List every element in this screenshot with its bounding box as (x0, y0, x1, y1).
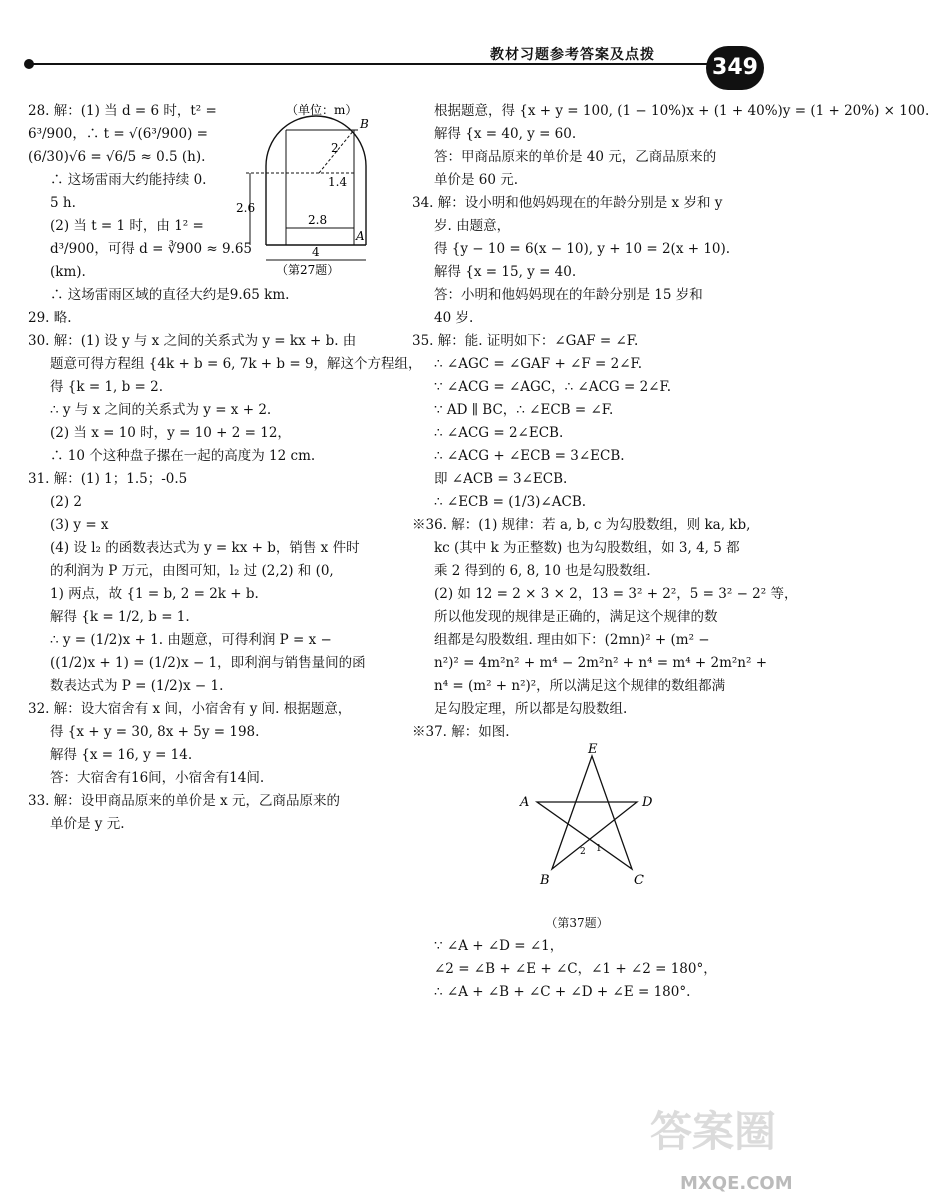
text-line: d³/900，可得 d = ∛900 ≈ 9.65 (50, 241, 253, 257)
right-column (412, 100, 929, 1004)
fig27-label-2-6: 2.6 (236, 201, 256, 215)
fig27-unit: （单位：m） (286, 103, 358, 117)
text-line: ※36. 解：(1) 规律：若 a, b, c 为勾股数组，则 ka, kb, (412, 517, 751, 533)
text-line: (2) 2 (50, 494, 83, 510)
text-line: 答：甲商品原来的单价是 40 元，乙商品原来的 (434, 149, 717, 165)
text-line: 解得 {x = 16, y = 14. (50, 747, 193, 763)
text-line: 5 h. (50, 195, 76, 211)
text-line: 得 {k = 1, b = 2. (50, 379, 164, 395)
text-line: 得 {x + y = 30, 8x + 5y = 198. (50, 724, 260, 740)
text-line: 根据题意，得 {x + y = 100, (1 − 10%)x + (1 + 40%)y = (1 + 20%) × 100. (434, 103, 929, 119)
text-line: (2) 如 12 = 2 × 3 × 2，13 = 3² + 2²，5 = 3² − 2² 等， (434, 586, 798, 602)
text-line: 得 {y − 10 = 6(x − 10), y + 10 = 2(x + 10). (434, 241, 731, 257)
text-line: ∴ ∠A + ∠B + ∠C + ∠D + ∠E = 180°. (434, 984, 691, 1000)
text-line: (2) 当 t = 1 时，由 1² = (50, 218, 204, 234)
text-line: 所以他发现的规律是正确的，满足这个规律的数 (434, 609, 718, 625)
fig27-label-1-4: 1.4 (328, 175, 348, 189)
text-line: ((1/2)x + 1) = (1/2)x − 1，即利润与销售量间的函 (50, 655, 366, 671)
text-line: 40 岁. (434, 310, 474, 326)
text-line: 29. 略. (28, 310, 72, 326)
text-line: ∵ AD ∥ BC，∴ ∠ECB = ∠F. (434, 402, 614, 418)
watermark-url: MXQE.COM (680, 1173, 793, 1194)
text-line: ∴ 这场雷雨大约能持续 0. (50, 172, 207, 188)
text-line: 答：大宿舍有16间，小宿舍有14间. (50, 770, 265, 786)
text-line: ∴ y 与 x 之间的关系式为 y = x + 2. (50, 402, 272, 418)
text-line: 31. 解：(1) 1；1.5；-0.5 (28, 471, 188, 487)
fig37-caption: （第37题） (545, 916, 609, 930)
text-line: 组都是勾股数组. 理由如下：(2mn)² + (m² − (434, 632, 710, 648)
text-line: 答：小明和他妈妈现在的年龄分别是 15 岁和 (434, 287, 703, 303)
page-number-badge: 349 (706, 46, 764, 90)
watermark-logo: 答案圈 (650, 1107, 777, 1156)
text-line: ∴ 10 个这种盘子摞在一起的高度为 12 cm. (50, 448, 316, 464)
text-line: n²)² = 4m²n² + m⁴ − 2m²n² + n⁴ = m⁴ + 2m²n² + (434, 655, 768, 671)
text-line: (6/30)√6 = √6/5 ≈ 0.5 (h). (28, 149, 206, 165)
fig27-label-b: B (360, 117, 369, 131)
text-line: n⁴ = (m² + n²)²，所以满足这个规律的数组都满 (434, 678, 726, 694)
text-line: ∴ ∠ECB = (1/3)∠ACB. (434, 494, 587, 510)
text-line: 岁. 由题意， (434, 218, 511, 234)
text-line: 单价是 y 元. (50, 816, 125, 832)
text-line: 解得 {x = 40, y = 60. (434, 126, 577, 142)
text-line: ∴ 这场雷雨区域的直径大约是9.65 km. (50, 287, 290, 303)
text-line: ∴ ∠ACG + ∠ECB = 3∠ECB. (434, 448, 625, 464)
text-line: 34. 解：设小明和他妈妈现在的年龄分别是 x 岁和 y (412, 195, 723, 211)
fig37-star (537, 756, 637, 869)
header-title: 教材习题参考答案及点拨 (490, 47, 655, 63)
text-line: 单价是 60 元. (434, 172, 519, 188)
fig37-angle-1: 1 (596, 844, 602, 854)
right-column-top (412, 100, 929, 744)
text-line: 32. 解：设大宿舍有 x 间，小宿舍有 y 间. 根据题意， (28, 701, 352, 717)
fig27-caption: （第27题） (276, 263, 340, 277)
text-line: 解得 {x = 15, y = 40. (434, 264, 577, 280)
text-line: (4) 设 l₂ 的函数表达式为 y = kx + b，销售 x 件时 (50, 540, 360, 556)
text-line: ∴ ∠AGC = ∠GAF + ∠F = 2∠F. (434, 356, 643, 372)
text-line: 35. 解：能. 证明如下：∠GAF = ∠F. (412, 333, 639, 349)
right-column-bottom (412, 935, 782, 1004)
fig37-label-e: E (588, 742, 598, 757)
text-line: ∵ ∠A + ∠D = ∠1， (434, 938, 564, 954)
text-line: 33. 解：设甲商品原来的单价是 x 元，乙商品原来的 (28, 793, 340, 809)
fig37-angle-2: 2 (580, 847, 586, 857)
fig37-label-b: B (540, 873, 550, 888)
fig37-label-c: C (634, 873, 644, 888)
text-line: ※37. 解：如图. (412, 724, 510, 740)
text-line: ∵ ∠ACG = ∠AGC，∴ ∠ACG = 2∠F. (434, 379, 672, 395)
text-line: 6³/900，∴ t = √(6³/900) = (28, 126, 208, 142)
fig27-label-4: 4 (312, 245, 320, 259)
fig27-label-2-8: 2.8 (308, 213, 328, 227)
text-line: ∠2 = ∠B + ∠E + ∠C，∠1 + ∠2 = 180°， (434, 961, 717, 977)
text-line: 题意可得方程组 {4k + b = 6, 7k + b = 9，解这个方程组， (50, 356, 422, 372)
fig37-label-d: D (642, 795, 653, 810)
text-line: 即 ∠ACB = 3∠ECB. (434, 471, 568, 487)
text-line: 足勾股定理，所以都是勾股数组. (434, 701, 628, 717)
fig27-label-2: 2 (331, 141, 339, 155)
fig27-label-a: A (356, 229, 365, 243)
figure-37 (512, 744, 672, 904)
text-line: (km). (50, 264, 86, 280)
text-line: 28. 解：(1) 当 d = 6 时，t² = (28, 103, 217, 119)
text-line: (3) y = x (50, 517, 109, 533)
text-line: 解得 {k = 1/2, b = 1. (50, 609, 190, 625)
text-line: ∴ y = (1/2)x + 1. 由题意，可得利润 P = x − (50, 632, 332, 648)
text-line: 数表达式为 P = (1/2)x − 1. (50, 678, 224, 694)
text-line: kc (其中 k 为正整数) 也为勾股数组，如 3, 4, 5 都 (434, 540, 740, 556)
text-line: 30. 解：(1) 设 y 与 x 之间的关系式为 y = kx + b. 由 (28, 333, 357, 349)
text-line: ∴ ∠ACG = 2∠ECB. (434, 425, 564, 441)
text-line: 1) 两点，故 {1 = b, 2 = 2k + b. (50, 586, 259, 602)
text-line: (2) 当 x = 10 时，y = 10 + 2 = 12， (50, 425, 291, 441)
figure-27 (236, 100, 386, 276)
fig37-label-a: A (520, 795, 530, 810)
text-line: 的利润为 P 万元，由图可知，l₂ 过 (2,2) 和 (0, (50, 563, 334, 579)
text-line: 乘 2 得到的 6, 8, 10 也是勾股数组. (434, 563, 651, 579)
